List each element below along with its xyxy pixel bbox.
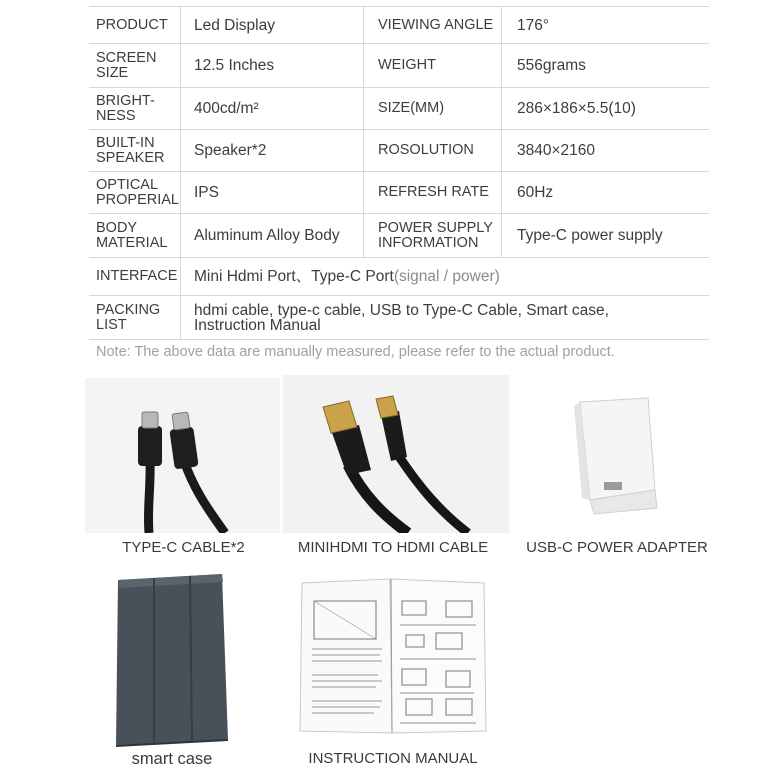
spec-value: 556grams [517, 57, 586, 74]
spec-label: INTERFACE [89, 258, 181, 295]
spec-value: IPS [181, 172, 364, 213]
accessory-caption: smart case [131, 750, 213, 768]
spec-label: SCREEN SIZE [89, 44, 181, 87]
spec-value: Aluminum Alloy Body [181, 214, 364, 257]
type-c-cable-photo [85, 378, 280, 533]
spec-label: WEIGHT [364, 44, 502, 87]
accessory-caption: MINIHDMI TO HDMI CABLE [297, 539, 489, 556]
spec-label: PACKING LIST [89, 296, 181, 339]
spec-label: BRIGHT-NESS [89, 88, 181, 129]
spec-label: OPTICAL PROPERIAL [89, 172, 181, 213]
smart-case-photo [110, 570, 232, 748]
accessory-caption: INSTRUCTION MANUAL [308, 750, 478, 767]
spec-row-interface [89, 258, 709, 296]
interface-ports: Mini Hdmi Port、Type-C Port [194, 268, 394, 285]
spec-row [89, 214, 709, 258]
spec-row [89, 6, 709, 44]
disclaimer-note: Note: The above data are manually measured, please refer to the actual product. [96, 344, 615, 360]
spec-label: REFRESH RATE [364, 172, 502, 213]
spec-label: VIEWING ANGLE [364, 7, 502, 43]
spec-row-packing [89, 296, 709, 340]
spec-label: SIZE(MM) [364, 88, 502, 129]
spec-label: BODY MATERIAL [89, 214, 181, 257]
interface-note: (signal / power) [393, 268, 500, 285]
accessory-caption: TYPE-C CABLE*2 [122, 539, 245, 556]
spec-value: Led Display [181, 7, 364, 43]
spec-value: 12.5 Inches [181, 44, 364, 87]
spec-value: 3840×2160 [517, 142, 596, 159]
spec-value: Speaker*2 [181, 130, 364, 171]
spec-value: 60Hz [517, 184, 554, 201]
accessory-caption: USB-C POWER ADAPTER [526, 539, 708, 556]
hdmi-cable-photo [283, 375, 509, 533]
spec-label: POWER SUPPLY INFORMATION [364, 214, 502, 257]
power-adapter-photo [560, 390, 670, 520]
spec-value [181, 258, 709, 295]
spec-label: ROSOLUTION [364, 130, 502, 171]
spec-label: BUILT-IN SPEAKER [89, 130, 181, 171]
spec-value: hdmi cable, type-c cable, USB to Type-C Cable, Smart case, Instruction Manual [194, 301, 609, 334]
instruction-manual-photo [296, 575, 490, 737]
spec-label: PRODUCT [89, 7, 181, 43]
spec-value: 400cd/m² [181, 88, 364, 129]
spec-row [89, 172, 709, 214]
spec-value: 176° [517, 16, 550, 34]
spec-row [89, 44, 709, 88]
spec-row [89, 130, 709, 172]
spec-value: 286×186×5.5(10) [517, 100, 636, 117]
spec-row [89, 88, 709, 130]
spec-value: Type-C power supply [517, 227, 663, 244]
spec-table [89, 6, 709, 340]
